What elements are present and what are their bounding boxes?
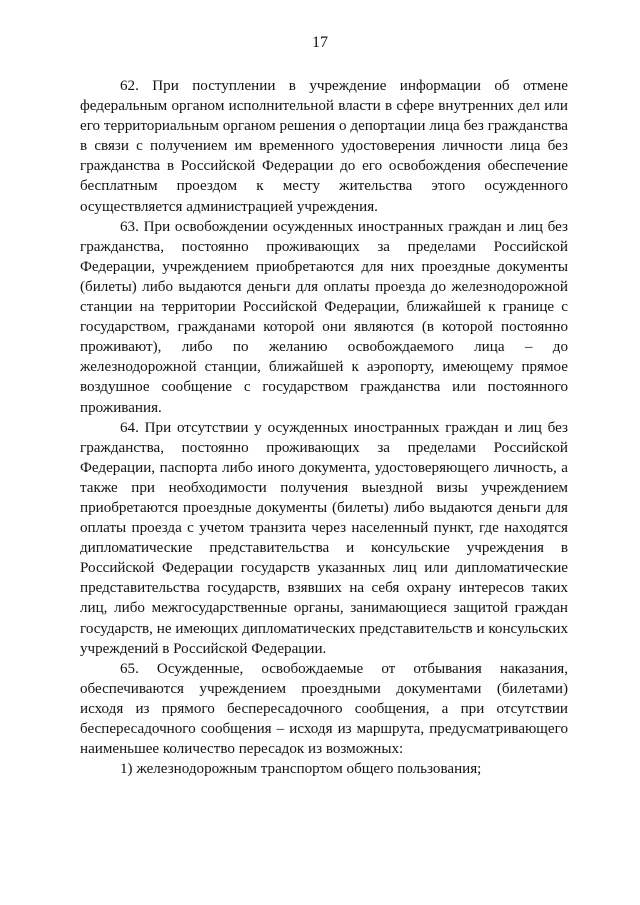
paragraph-65-item-1: 1) железнодорожным транспортом общего пользования; — [120, 761, 482, 778]
paragraph-65: 65. Осужденные, освобождаемые от отбывания наказания, обеспечиваются учреждением проездными документами (билетами) исходя из прямого беспересадочного сообщения, а при отсутствии беспересадочного сообщения – исходя из маршрута, предусматривающего наименьшее количество пересадок из возможных: — [80, 660, 568, 758]
paragraph-62: 62. При поступлении в учреждение информации об отмене федеральным органом исполнительной власти в сфере внутренних дел или его территориальным органом решения о депортации лица без гражданства в связи с получением им временного удостоверения личности лица без гражданства в Российской Федерации до его освобождения обеспечение бесплатным проездом к месту жительства этого осужденного осуществляется администрацией учреждения. — [80, 78, 568, 215]
paragraph-63: 63. При освобождении осужденных иностранных граждан и лиц без гражданства, постоянно проживающих за пределами Российской Федерации, учреждением приобретаются для них проездные документы (билеты) либо выдаются деньги для оплаты проезда до железнодорожной станции на территории Российской Федерации, ближайшей к границе с государством, гражданами которой они являются (в которой постоянно проживают), либо по желанию освобождаемого лица – до железнодорожной станции, ближайшей к аэропорту, имеющему прямое воздушное сообщение с государством гражданства или постоянного проживания. — [80, 218, 568, 416]
page-number: 17 — [312, 34, 328, 51]
document-body — [80, 76, 568, 779]
paragraph-64: 64. При отсутствии у осужденных иностранных граждан и лиц без гражданства, постоянно проживающих за пределами Российской Федерации, паспорта либо иного документа, удостоверяющего личность, а также при необходимости получения выездной визы учреждением приобретаются проездные документы (билеты) либо выдаются деньги для оплаты проезда с учетом транзита через населенный пункт, где находятся дипломатические представительства и консульские учреждения в Российской Федерации государств указанных лиц или дипломатические представительства государств, взявших на себя охрану интересов таких лиц, либо межгосударственные органы, занимающиеся защитой граждан государств, не имеющих дипломатических представительств и консульских учреждений в Российской Федерации. — [80, 419, 568, 657]
